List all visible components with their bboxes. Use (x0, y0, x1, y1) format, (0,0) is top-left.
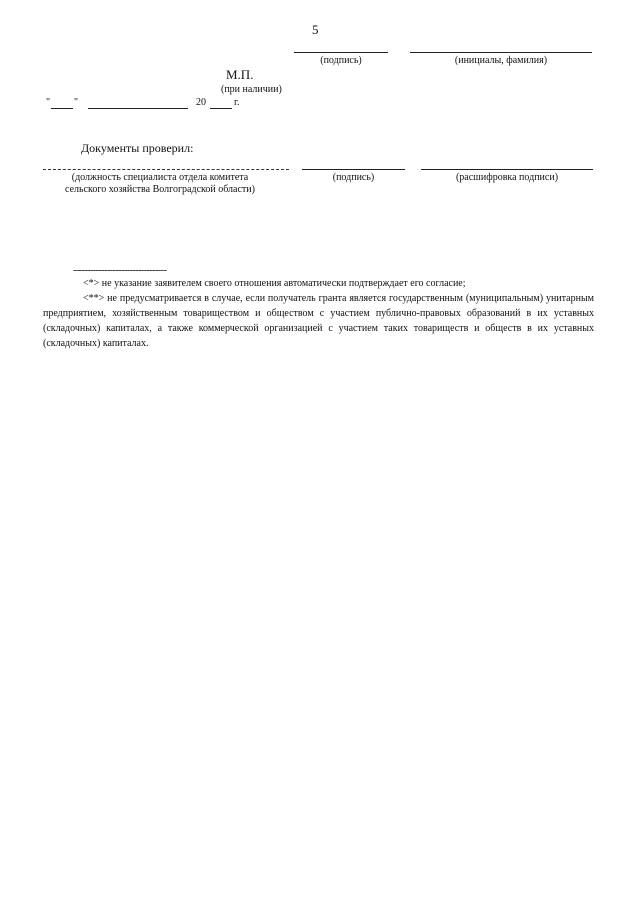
footnotes (43, 276, 594, 351)
verifier-signature-caption: (подпись) (332, 172, 375, 183)
footnote-separator: --------------------------------- (73, 265, 167, 276)
position-line (43, 169, 289, 170)
date-year-suffix: г. (234, 97, 240, 108)
date-year-blank (210, 108, 232, 109)
position-caption: (должность специалиста отдела комитета сельского хозяйства Волгоградской области) (65, 172, 255, 195)
date-open-quote: " (46, 97, 51, 108)
footnote-2: <**> не предусматривается в случае, если получатель гранта является государственным (муниципальным) унитарным предприятием, хозяйственным товариществом и обществом с участием публично-правовых образований в их уставных (складочных) капиталах, а также коммерческой организацией с участием таких товариществ и обществ в их уставных (складочных) капиталах. (43, 293, 594, 349)
decoding-caption: (расшифровка подписи) (455, 172, 559, 183)
decoding-line (421, 169, 593, 170)
footnote-1: <*> не указание заявителем своего отношения автоматически подтверждает его согласие; (83, 278, 466, 289)
date-day-blank (51, 108, 73, 109)
stamp-label: М.П. (226, 67, 254, 82)
date-year-prefix: 20 (196, 97, 206, 108)
date-month-blank (88, 108, 188, 109)
name-line (410, 52, 592, 53)
page-number: 5 (312, 22, 319, 37)
date-close-quote: " (74, 97, 79, 108)
verifier-signature-line (302, 169, 405, 170)
signature-line (294, 52, 388, 53)
name-caption: (инициалы, фамилия) (454, 55, 548, 66)
signature-caption: (подпись) (320, 55, 362, 66)
stamp-note: (при наличии) (221, 84, 282, 95)
verification-heading: Документы проверил: (81, 141, 194, 155)
